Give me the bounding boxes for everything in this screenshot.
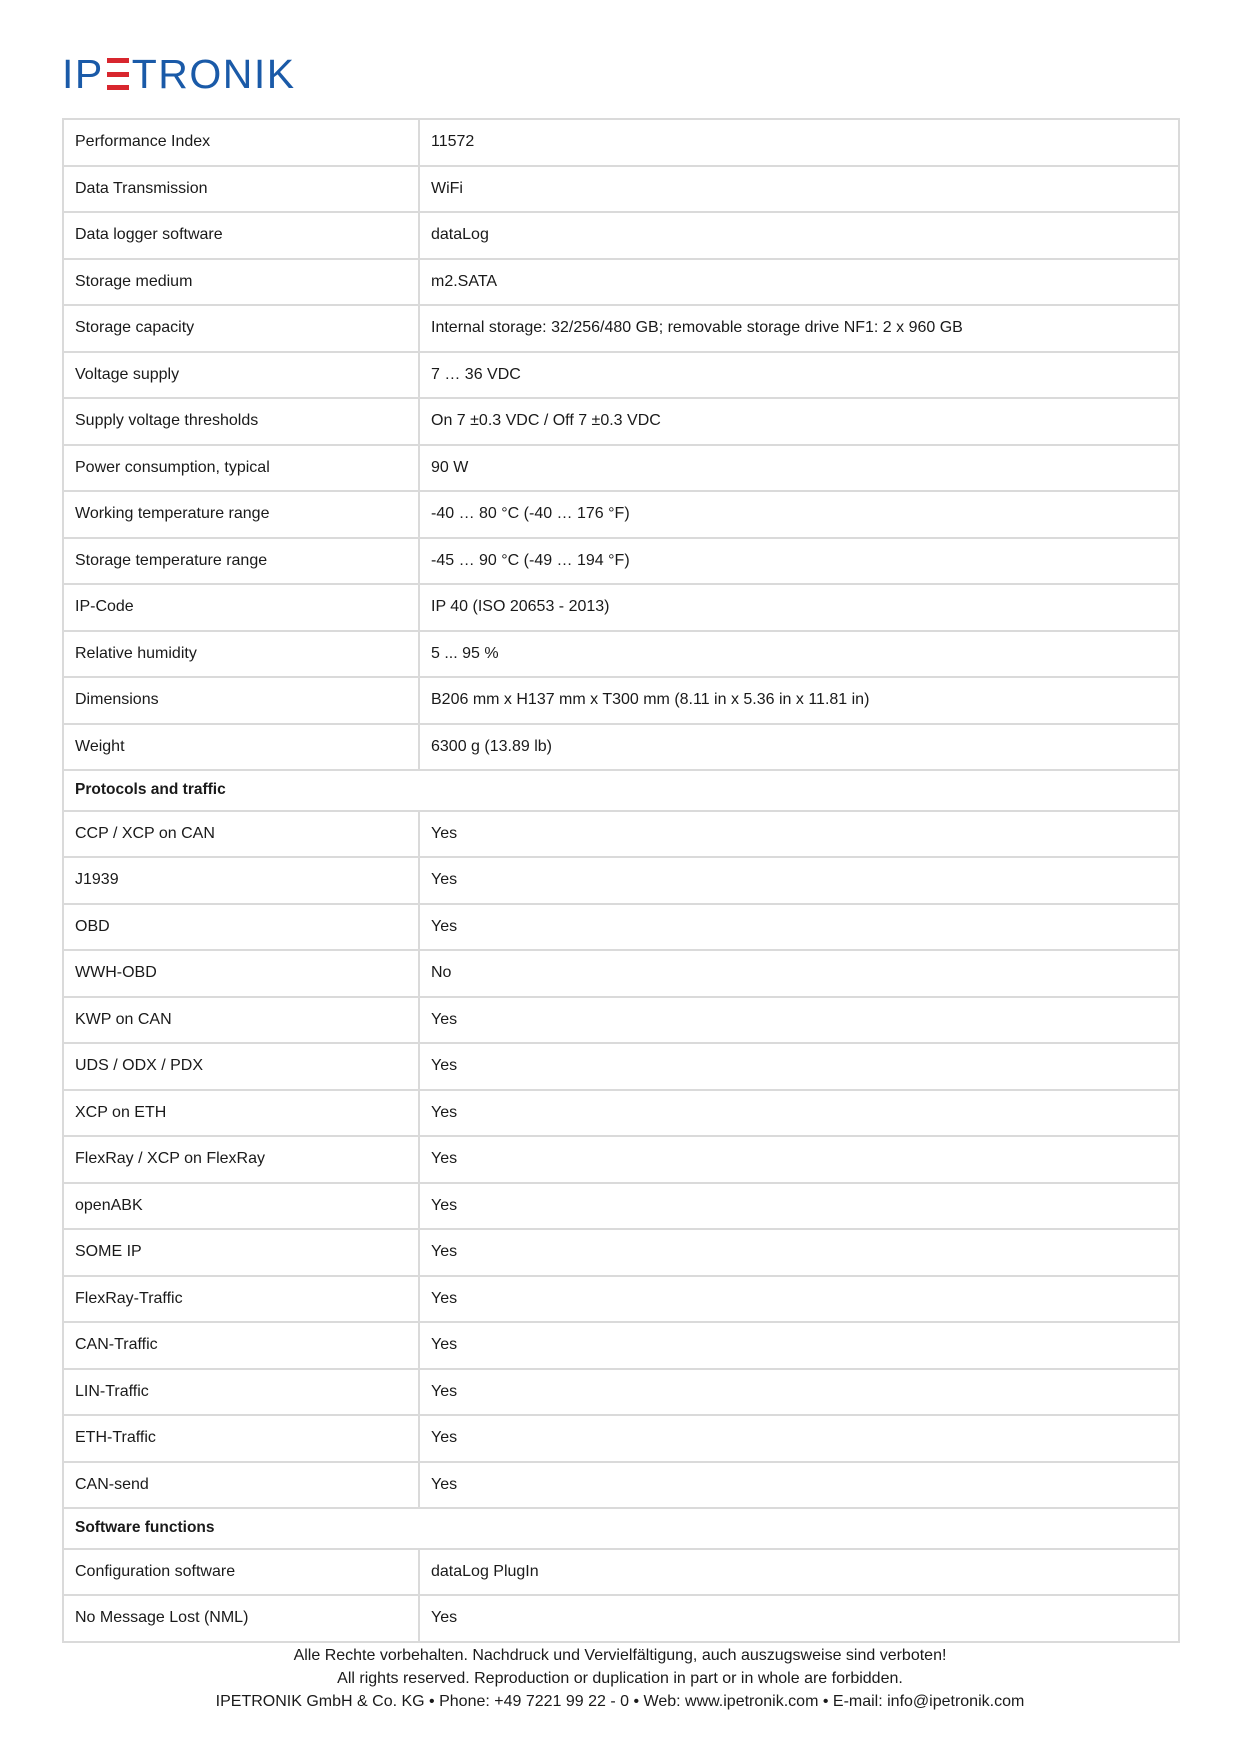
spec-label: IP-Code [63, 584, 419, 631]
spec-label: Data logger software [63, 212, 419, 259]
spec-row [63, 631, 1179, 678]
spec-label: Working temperature range [63, 491, 419, 538]
spec-value: 11572 [419, 119, 1179, 166]
spec-table-body [63, 119, 1179, 1642]
spec-label: Dimensions [63, 677, 419, 724]
spec-label: Configuration software [63, 1549, 419, 1596]
spec-row [63, 1136, 1179, 1183]
spec-row [63, 212, 1179, 259]
spec-row [63, 445, 1179, 492]
section-title: Protocols and traffic [63, 770, 1179, 811]
spec-row [63, 811, 1179, 858]
spec-label: Voltage supply [63, 352, 419, 399]
spec-row [63, 584, 1179, 631]
spec-row [63, 259, 1179, 306]
spec-row [63, 491, 1179, 538]
spec-row [63, 1229, 1179, 1276]
spec-label: Performance Index [63, 119, 419, 166]
spec-row [63, 904, 1179, 951]
spec-row [63, 1415, 1179, 1462]
spec-label: Storage temperature range [63, 538, 419, 585]
spec-label: Weight [63, 724, 419, 771]
spec-value: IP 40 (ISO 20653 - 2013) [419, 584, 1179, 631]
spec-row [63, 1090, 1179, 1137]
spec-row [63, 1369, 1179, 1416]
spec-value: m2.SATA [419, 259, 1179, 306]
spec-value: Yes [419, 997, 1179, 1044]
spec-label: Supply voltage thresholds [63, 398, 419, 445]
spec-value: Yes [419, 1183, 1179, 1230]
spec-label: CCP / XCP on CAN [63, 811, 419, 858]
spec-label: Power consumption, typical [63, 445, 419, 492]
logo-text-end: TRONIK [131, 51, 296, 97]
spec-label: Data Transmission [63, 166, 419, 213]
spec-value: dataLog [419, 212, 1179, 259]
spec-label: KWP on CAN [63, 997, 419, 1044]
section-title: Software functions [63, 1508, 1179, 1549]
spec-row [63, 1595, 1179, 1642]
section-header-row [63, 1508, 1179, 1549]
spec-label: LIN-Traffic [63, 1369, 419, 1416]
spec-value: No [419, 950, 1179, 997]
footer [0, 1644, 1240, 1713]
spec-row [63, 997, 1179, 1044]
spec-value: Yes [419, 811, 1179, 858]
spec-label: UDS / ODX / PDX [63, 1043, 419, 1090]
footer-copyright-en: All rights reserved. Reproduction or duplication in part or in whole are forbidden. [337, 1670, 903, 1687]
footer-copyright-de: Alle Rechte vorbehalten. Nachdruck und Vervielfältigung, auch auszugsweise sind verboten! [293, 1647, 947, 1664]
spec-label: ETH-Traffic [63, 1415, 419, 1462]
spec-value: Yes [419, 1595, 1179, 1642]
spec-value: Yes [419, 1276, 1179, 1323]
spec-row [63, 1043, 1179, 1090]
spec-value: Yes [419, 1462, 1179, 1509]
spec-label: SOME IP [63, 1229, 419, 1276]
spec-label: FlexRay-Traffic [63, 1276, 419, 1323]
spec-label: No Message Lost (NML) [63, 1595, 419, 1642]
spec-row [63, 1462, 1179, 1509]
spec-value: On 7 ±0.3 VDC / Off 7 ±0.3 VDC [419, 398, 1179, 445]
company-logo [62, 51, 296, 97]
spec-value: 7 … 36 VDC [419, 352, 1179, 399]
spec-row [63, 950, 1179, 997]
spec-row [63, 1322, 1179, 1369]
spec-value: -40 … 80 °C (-40 … 176 °F) [419, 491, 1179, 538]
spec-value: Yes [419, 1415, 1179, 1462]
spec-value: Yes [419, 1229, 1179, 1276]
spec-row [63, 305, 1179, 352]
spec-value: 5 ... 95 % [419, 631, 1179, 678]
spec-label: Relative humidity [63, 631, 419, 678]
section-header-row [63, 770, 1179, 811]
spec-row [63, 1183, 1179, 1230]
spec-row [63, 119, 1179, 166]
spec-label: XCP on ETH [63, 1090, 419, 1137]
spec-label: openABK [63, 1183, 419, 1230]
spec-value: 6300 g (13.89 lb) [419, 724, 1179, 771]
spec-value: 90 W [419, 445, 1179, 492]
spec-label: CAN-Traffic [63, 1322, 419, 1369]
spec-value: Yes [419, 1090, 1179, 1137]
logo-e-mark [107, 58, 129, 90]
spec-row [63, 857, 1179, 904]
spec-value: B206 mm x H137 mm x T300 mm (8.11 in x 5.36 in x 11.81 in) [419, 677, 1179, 724]
spec-value: dataLog PlugIn [419, 1549, 1179, 1596]
spec-label: Storage medium [63, 259, 419, 306]
spec-label: Storage capacity [63, 305, 419, 352]
spec-row [63, 1549, 1179, 1596]
spec-row [63, 166, 1179, 213]
spec-value: Internal storage: 32/256/480 GB; removable storage drive NF1: 2 x 960 GB [419, 305, 1179, 352]
spec-row [63, 352, 1179, 399]
spec-label: OBD [63, 904, 419, 951]
spec-value: Yes [419, 1043, 1179, 1090]
spec-label: FlexRay / XCP on FlexRay [63, 1136, 419, 1183]
spec-label: CAN-send [63, 1462, 419, 1509]
spec-value: Yes [419, 904, 1179, 951]
spec-value: -45 … 90 °C (-49 … 194 °F) [419, 538, 1179, 585]
logo-text-start: IP [62, 51, 104, 97]
spec-value: WiFi [419, 166, 1179, 213]
spec-label: J1939 [63, 857, 419, 904]
spec-row [63, 538, 1179, 585]
spec-label: WWH-OBD [63, 950, 419, 997]
spec-value: Yes [419, 1369, 1179, 1416]
spec-value: Yes [419, 1322, 1179, 1369]
spec-value: Yes [419, 857, 1179, 904]
spec-row [63, 677, 1179, 724]
spec-table [62, 118, 1180, 1643]
spec-row [63, 724, 1179, 771]
spec-row [63, 1276, 1179, 1323]
spec-value: Yes [419, 1136, 1179, 1183]
spec-row [63, 398, 1179, 445]
footer-contact: IPETRONIK GmbH & Co. KG • Phone: +49 7221 99 22 - 0 • Web: www.ipetronik.com • E-mail: info@ipetronik.com [215, 1693, 1025, 1710]
